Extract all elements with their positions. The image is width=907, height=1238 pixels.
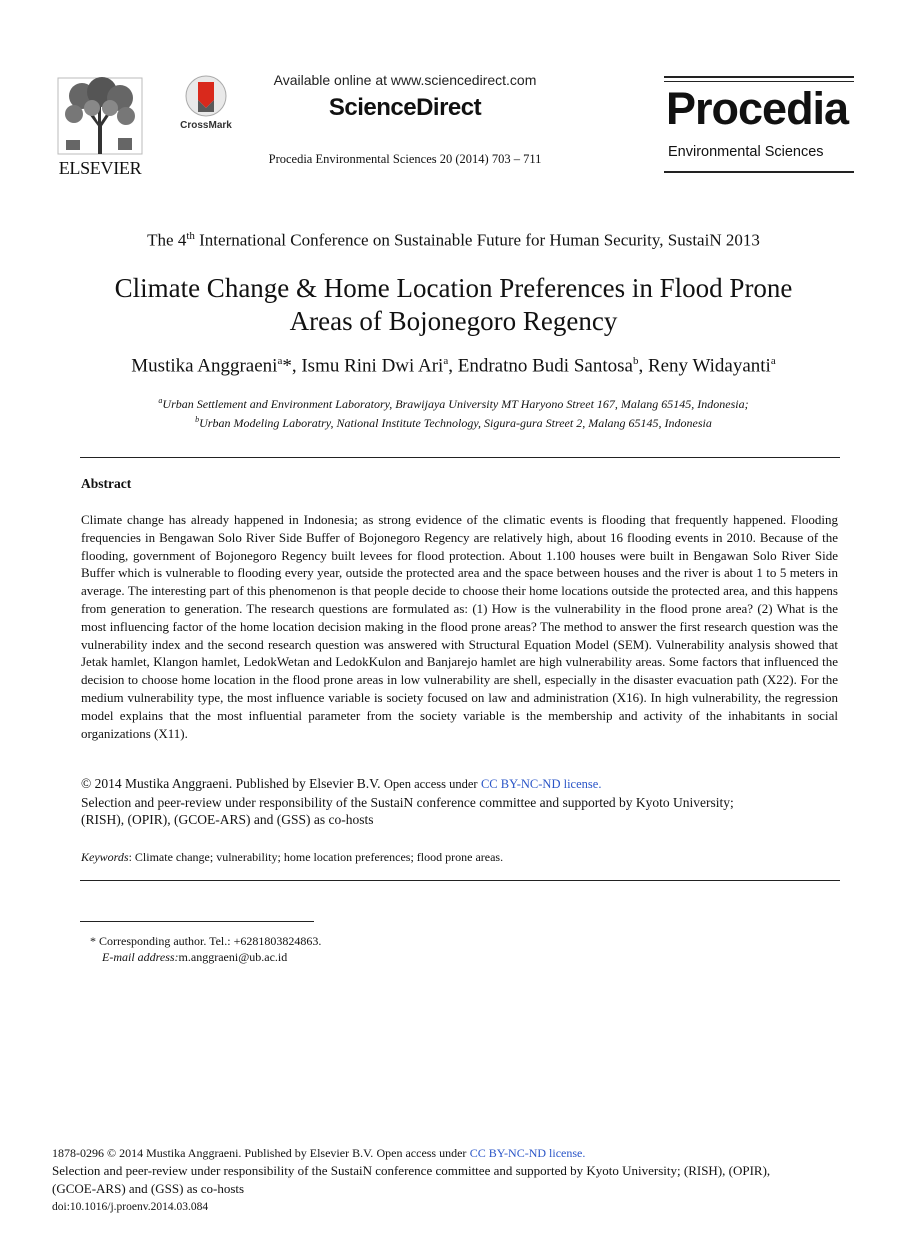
email-address[interactable]: m.anggraeni@ub.ac.id: [178, 950, 288, 964]
footer-peer-review-2: (GCOE-ARS) and (GSS) as co-hosts: [52, 1181, 245, 1196]
header-center: [250, 72, 560, 167]
keywords: [81, 850, 838, 865]
author-sup: a: [770, 355, 776, 367]
abstract-text: Climate change has already happened in Indonesia; as strong evidence of the climatic events is flooding that frequently happened. Flooding frequencies in Bengawan Solo River Side Buffer of Bojonegoro Regency are relatively high, about 16 flooding events in 2010. Because of the flooding, government of Bojonegoro Regency built levees for flood protection. About 1.100 houses were built in Bengawan Solo River Side Buffer which is vulnerable to flooding every year, outside the protected area and the space between houses and the river is about 1 to 5 meters in average. The interesting part of this phenomenon is that people decide to choose their home locations outside the protected area, and this happens from generation to generation. The research questions are formulated as: (1) How is the vulnerability in the flood prone area? (2) What is the most influencing factor of the home location decision making in the flood prone areas? The method to answer the first research question was the vulnerability index and the second research question was answered with Structural Equation Model (SEM). Vulnerability analysis showed that Jetak hamlet, Klangon hamlet, LedokWetan and LedokKulon and Banjarejo hamlet are high vulnerability areas. Some factors that influenced the decision to choose home location in the flood prone areas in low vulnerability are shell, especially in the disaster evacuation path (X22). For the medium vulnerability type, the most influence variable is society focused on law and administration (X16). In high vulnerability, the regression model explains that the most influential parameter from the society variable is the membership and activity of the inhabitants in social organizations (X11).: [81, 512, 838, 741]
keywords-text: : Climate change; vulnerability; home location preferences; flood prone areas.: [128, 850, 504, 864]
paper-title-line-2: Areas of Bojonegoro Regency: [289, 306, 618, 336]
author-sup: a: [277, 355, 283, 367]
paper-title-line-1: Climate Change & Home Location Preferences in Flood Prone: [114, 273, 793, 303]
page-footer: [52, 1144, 882, 1216]
corresponding-author: * Corresponding author. Tel.: +6281803824863.: [90, 934, 322, 948]
abstract-body: [81, 511, 838, 742]
divider-bottom: [80, 880, 840, 881]
abstract-copyright-block: [81, 775, 838, 829]
crossmark-icon: [176, 74, 236, 120]
divider-top: [80, 457, 840, 458]
conference-prefix: The 4: [147, 230, 187, 250]
conference-line: [40, 230, 867, 251]
footer-open-access: Open access under: [376, 1146, 467, 1160]
abstract-heading: Abstract: [81, 476, 132, 491]
affiliation-b: $^b$Urban Modeling Laboratry, National Institute Technology, Sigura-gura Street 2, Malang 65145, Indonesia: [195, 415, 712, 430]
elsevier-logo: [52, 74, 148, 178]
peer-review-line-1: Selection and peer-review under responsibility of the SustaiN conference committee and supported by Kyoto University;: [81, 794, 734, 810]
crossmark-label: CrossMark: [180, 120, 232, 131]
license-link[interactable]: CC BY-NC-ND license.: [480, 777, 602, 791]
copyright-text: © 2014 Mustika Anggraeni. Published by Elsevier B.V.: [81, 776, 381, 791]
elsevier-tree-icon: [52, 74, 148, 158]
author-list: Mustika Anggraeni$^a$*, Ismu Rini Dwi Ari$^a$, Endratno Budi Santosa$^b$, Reny Widayanti$^a$: [131, 355, 776, 377]
footer-license-link[interactable]: CC BY-NC-ND license.: [469, 1146, 586, 1160]
procedia-rule-top-thin: [664, 81, 854, 82]
procedia-masthead: [664, 74, 854, 178]
footnote: [90, 933, 321, 965]
email-label: E-mail address:: [102, 950, 179, 964]
available-online-text: Available online at www.sciencedirect.com: [273, 72, 537, 88]
author-sup: a: [443, 355, 449, 367]
author-name: Mustika Anggraeni: [131, 355, 278, 377]
conference-name: International Conference on Sustainable Future for Human Security, SustaiN 2013: [194, 230, 760, 250]
footer-issn-copyright: 1878-0296 © 2014 Mustika Anggraeni. Published by Elsevier B.V.: [52, 1146, 374, 1160]
conference-sup: th: [186, 230, 195, 242]
crossmark-badge[interactable]: [176, 74, 236, 134]
sciencedirect-logo[interactable]: ScienceDirect: [328, 94, 482, 121]
open-access-text: Open access under: [383, 777, 478, 791]
footer-peer-review-1: Selection and peer-review under responsibility of the SustaiN conference committee and supported by Kyoto University; (RISH), (OPIR),: [52, 1163, 771, 1178]
procedia-rule-top: [664, 76, 854, 78]
peer-review-line-2: (RISH), (OPIR), (GCOE-ARS) and (GSS) as co-hosts: [81, 812, 374, 827]
affiliations: [40, 393, 867, 431]
keywords-label: Keywords: [81, 850, 129, 864]
procedia-title: Procedia: [666, 83, 849, 134]
author-mark: *: [282, 355, 292, 377]
footer-doi[interactable]: doi:10.1016/j.proenv.2014.03.084: [52, 1201, 209, 1213]
author-name: Endratno Budi Santosa: [457, 355, 633, 377]
journal-reference: Procedia Environmental Sciences 20 (2014) 703 – 711: [268, 152, 542, 166]
affiliation-a: $^a$Urban Settlement and Environment Laboratory, Brawijaya University MT Haryono Street 167, Malang 65145, Indonesia;: [158, 396, 749, 411]
elsevier-wordmark: ELSEVIER: [58, 158, 142, 178]
paper-title: [40, 272, 867, 338]
author-name: Ismu Rini Dwi Ari: [301, 355, 444, 377]
author-sup: b: [632, 355, 639, 367]
procedia-rule-bottom: [664, 171, 854, 173]
procedia-subtitle: Environmental Sciences: [668, 144, 824, 160]
footnote-rule: [80, 921, 314, 922]
author-name: Reny Widayanti: [647, 355, 771, 377]
